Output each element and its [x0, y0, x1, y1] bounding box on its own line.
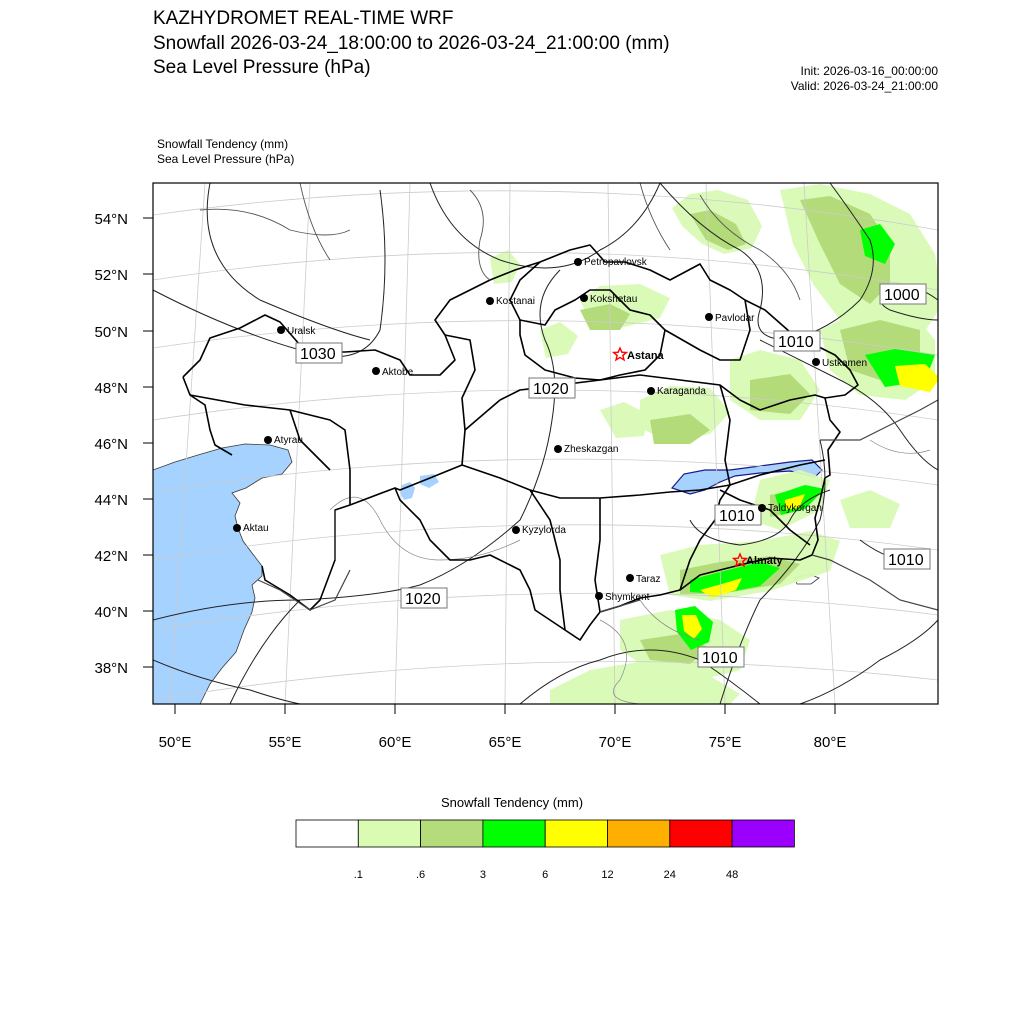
- isobar-label: 1010: [702, 650, 738, 667]
- city-label: Karaganda: [657, 386, 706, 397]
- chart-subtitle-2: Sea Level Pressure (hPa): [153, 57, 371, 78]
- city-label: Taraz: [636, 574, 661, 585]
- colorbar-label: 24: [663, 869, 676, 881]
- colorbar-swatch: [296, 820, 358, 847]
- caspian-sea: [153, 444, 292, 704]
- lat-labels: [94, 211, 128, 677]
- isobar-label: 1010: [778, 334, 814, 351]
- init-time: Init: 2026-03-16_00:00:00: [800, 64, 938, 78]
- chart-subtitle: Snowfall 2026-03-24_18:00:00 to 2026-03-24_21:00:00 (mm): [153, 33, 670, 54]
- colorbar-swatch: [608, 820, 670, 847]
- city-label: Kyzylorda: [522, 525, 566, 536]
- isobar-label: 1020: [533, 381, 569, 398]
- lat-label: 38°N: [94, 660, 128, 677]
- lon-label: 65°E: [488, 734, 522, 751]
- colorbar-swatch: [732, 820, 794, 847]
- city-label: Zheskazgan: [564, 444, 619, 455]
- colorbar-swatch: [421, 820, 483, 847]
- lon-label: 75°E: [708, 734, 742, 751]
- field-label-snowfall: Snowfall Tendency (mm): [157, 137, 289, 151]
- isobar-label: 1010: [888, 552, 924, 569]
- astana-star: [614, 348, 627, 360]
- field-label-pressure: Sea Level Pressure (hPa): [157, 152, 295, 166]
- chart-title: KAZHYDROMET REAL-TIME WRF: [153, 8, 454, 29]
- country-borders: [258, 400, 938, 612]
- lat-label: 52°N: [94, 267, 128, 284]
- colorbar-label: .1: [353, 869, 363, 881]
- lon-label: 55°E: [268, 734, 302, 751]
- capital-label: Almaty: [746, 555, 783, 567]
- lat-label: 48°N: [94, 380, 128, 397]
- colorbar-label: 6: [542, 869, 549, 881]
- valid-time: Valid: 2026-03-24_21:00:00: [790, 79, 938, 93]
- lat-label: 46°N: [94, 436, 128, 453]
- city-label: Kokshetau: [590, 294, 638, 305]
- lat-label: 42°N: [94, 548, 128, 565]
- city-label: Ustkamen: [822, 358, 868, 369]
- lat-label: 44°N: [94, 492, 128, 509]
- city-label: Taldykorgan: [768, 503, 822, 514]
- colorbar-swatch: [483, 820, 545, 847]
- city-label: Kostanai: [496, 296, 535, 307]
- colorbar-label: 48: [725, 869, 739, 881]
- capital-label: Astana: [627, 350, 664, 362]
- city-label: Petropavlovsk: [584, 257, 647, 268]
- city-label: Uralsk: [287, 326, 316, 337]
- colorbar-swatch: [358, 820, 420, 847]
- colorbar-title: Snowfall Tendency (mm): [440, 795, 584, 810]
- isobar-label: 1020: [405, 591, 441, 608]
- colorbar-label: 3: [479, 869, 486, 881]
- lon-labels: [159, 734, 847, 751]
- city-label: Atyrau: [274, 435, 303, 446]
- colorbar-swatch: [545, 820, 607, 847]
- lat-label: 40°N: [94, 604, 128, 621]
- lat-label: 50°N: [94, 324, 128, 341]
- lon-label: 80°E: [813, 734, 847, 751]
- colorbar: [296, 820, 794, 881]
- colorbar-label: .6: [416, 869, 426, 881]
- lon-label: 70°E: [598, 734, 632, 751]
- city-label: Shymkent: [605, 592, 650, 603]
- city-label: Aktau: [243, 523, 269, 534]
- lat-label: 54°N: [94, 211, 128, 228]
- isobar-label: 1030: [300, 346, 336, 363]
- lon-label: 60°E: [378, 734, 412, 751]
- city-label: Pavlodar: [715, 313, 755, 324]
- isobar-label: 1010: [719, 508, 755, 525]
- isobar-label: 1000: [884, 287, 920, 304]
- colorbar-label: 12: [601, 869, 614, 881]
- lon-label: 50°E: [158, 734, 192, 751]
- city-label: Aktobe: [382, 367, 414, 378]
- colorbar-swatch: [670, 820, 732, 847]
